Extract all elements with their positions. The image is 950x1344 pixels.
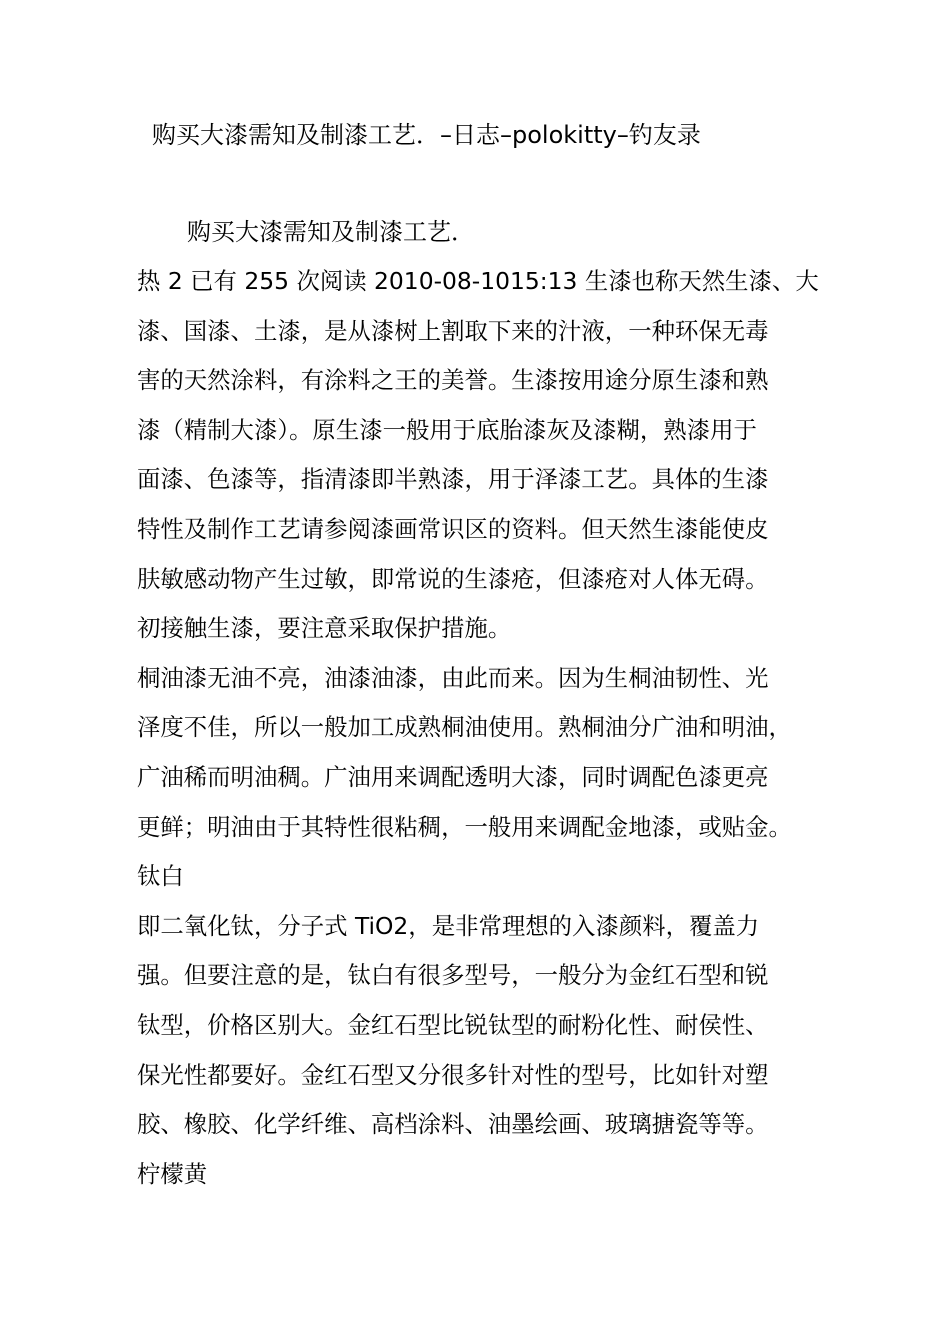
section-heading-titanium-white: 钛白 [137, 862, 184, 891]
text-line: 桐油漆无油不亮，油漆油漆，由此而来。因为生桐油韧性、光 [137, 663, 769, 692]
text-line: 害的天然涂料，有涂料之王的美誉。生漆按用途分原生漆和熟 [137, 366, 769, 395]
text-line: 初接触生漆，要注意采取保护措施。 [137, 614, 512, 643]
text-line: 漆（精制大漆）。原生漆一般用于底胎漆灰及漆糊，熟漆用于 [137, 415, 757, 444]
text-line: 漆、国漆、土漆，是从漆树上割取下来的汁液，一种环保无毒 [137, 316, 769, 345]
text-line: 强。但要注意的是，钛白有很多型号，一般分为金红石型和锐 [137, 961, 769, 990]
document-subtitle: 购买大漆需知及制漆工艺． [187, 218, 475, 246]
text-line: 肤敏感动物产生过敏，即常说的生漆疮，但漆疮对人体无碍。 [137, 564, 769, 593]
text-line: 即二氧化钛，分子式 TiO2，是非常理想的入漆颜料，覆盖力 [137, 911, 760, 940]
text-line: 广油稀而明油稠。广油用来调配透明大漆，同时调配色漆更亮 [137, 762, 769, 791]
text-line: 泽度不佳，所以一般加工成熟桐油使用。熟桐油分广油和明油， [137, 713, 792, 742]
text-line: 钛型，价格区别大。金红石型比锐钛型的耐粉化性、耐侯性、 [137, 1010, 769, 1039]
text-line: 更鲜；明油由于其特性很粘稠，一般用来调配金地漆，或贴金。 [137, 812, 792, 841]
text-line: 热 2 已有 255 次阅读 2010-08-1015:13 生漆也称天然生漆、大 [137, 267, 819, 295]
text-line: 保光性都要好。金红石型又分很多针对性的型号，比如针对塑 [137, 1060, 769, 1089]
document-body [137, 262, 819, 1204]
section-heading-lemon-yellow: 柠檬黄 [137, 1159, 208, 1188]
text-line: 面漆、色漆等，指清漆即半熟漆，用于泽漆工艺。具体的生漆 [137, 465, 769, 494]
text-line: 胶、橡胶、化学纤维、高档涂料、油墨绘画、玻璃搪瓷等等。 [137, 1110, 769, 1139]
document-title: 购买大漆需知及制漆工艺．–日志–polokitty–钓友录 [152, 121, 701, 149]
text-line: 特性及制作工艺请参阅漆画常识区的资料。但天然生漆能使皮 [137, 514, 769, 543]
